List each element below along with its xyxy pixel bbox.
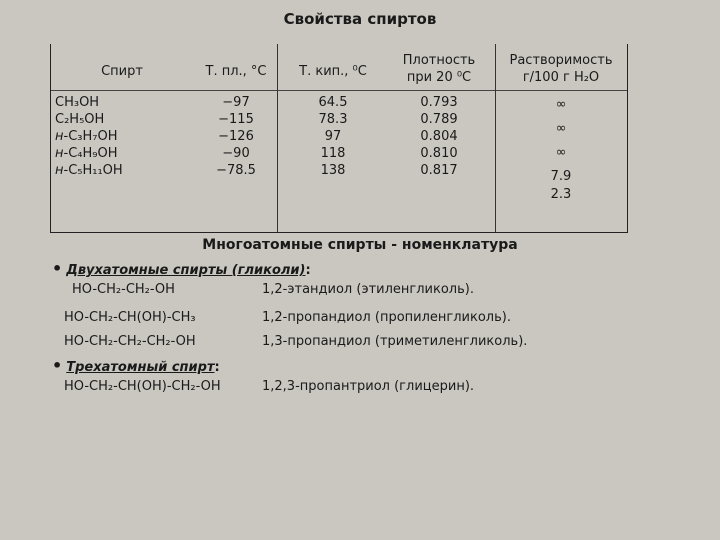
header-solubility-line2: г/100 г Н₂О <box>522 70 600 85</box>
density-cell: 0.804 <box>420 129 458 144</box>
properties-table <box>50 44 628 233</box>
melting-point-column <box>191 94 281 179</box>
density-cell: 0.810 <box>420 146 458 161</box>
density-cell: 0.789 <box>420 112 458 127</box>
solubility-cell: ∞ <box>555 121 567 136</box>
header-melting-point: Т. пл., °С <box>205 64 267 79</box>
header-solubility <box>495 52 627 86</box>
density-cell: 0.817 <box>420 163 458 178</box>
solubility-column <box>495 96 627 204</box>
density-cell: 0.793 <box>420 95 458 110</box>
formula: HO-CH₂-CH₂-CH₂-OH <box>64 334 196 349</box>
alcohol-column <box>55 94 185 179</box>
boiling-point-column <box>283 94 383 179</box>
solubility-cell: ∞ <box>555 145 567 160</box>
header-density-line1: Плотность <box>402 53 476 68</box>
header-solubility-line1: Растворимость <box>509 53 613 68</box>
bullet-icon: • <box>52 259 63 278</box>
header-divider <box>51 90 627 91</box>
bp-cell: 64.5 <box>318 95 348 110</box>
compound-name: 1,3-пропандиол (триметиленгликоль). <box>262 334 528 349</box>
alcohol-cell: н-C₄H₉OH <box>55 146 118 161</box>
bp-cell: 138 <box>320 163 346 178</box>
compound-name: 1,2-этандиол (этиленгликоль). <box>262 282 474 297</box>
header-alcohol: Спирт <box>101 64 143 79</box>
alcohol-cell: CH₃OH <box>55 95 100 110</box>
triols-heading: • Трехатомный спирт: <box>52 356 220 375</box>
bp-cell: 78.3 <box>318 112 348 127</box>
alcohol-cell: н-C₃H₇OH <box>55 129 118 144</box>
mp-cell: −115 <box>218 112 254 127</box>
bullet-icon: • <box>52 356 63 375</box>
formula: HO-CH₂-CH₂-OH <box>72 282 175 297</box>
header-boiling-point: Т. кип., ⁰С <box>299 64 367 79</box>
header-density <box>383 52 495 86</box>
compound-name: 1,2-пропандиол (пропиленгликоль). <box>262 310 511 325</box>
solubility-cell: 2.3 <box>550 187 572 202</box>
formula: HO-CH₂-CH(OH)-CH₃ <box>64 310 196 325</box>
header-density-line2: при 20 ⁰С <box>406 70 472 85</box>
compound-name: 1,2,3-пропантриол (глицерин). <box>262 379 475 394</box>
mp-cell: −126 <box>218 129 254 144</box>
solubility-cell: 7.9 <box>550 169 572 184</box>
bp-cell: 97 <box>324 129 342 144</box>
mp-cell: −90 <box>222 146 250 161</box>
bp-cell: 118 <box>320 146 346 161</box>
mp-cell: −78.5 <box>216 163 256 178</box>
alcohol-cell: н-C₅H₁₁OH <box>55 163 123 178</box>
solubility-cell: ∞ <box>555 97 567 112</box>
alcohol-cell: C₂H₅OH <box>55 112 105 127</box>
diols-heading: • Двухатомные спирты (гликоли): <box>52 259 311 278</box>
section-subtitle: Многоатомные спирты - номенклатура <box>202 237 518 253</box>
page-title: Свойства спиртов <box>283 10 437 28</box>
formula: HO-CH₂-CH(OH)-CH₂-OH <box>64 379 221 394</box>
density-column <box>383 94 495 179</box>
mp-cell: −97 <box>222 95 250 110</box>
